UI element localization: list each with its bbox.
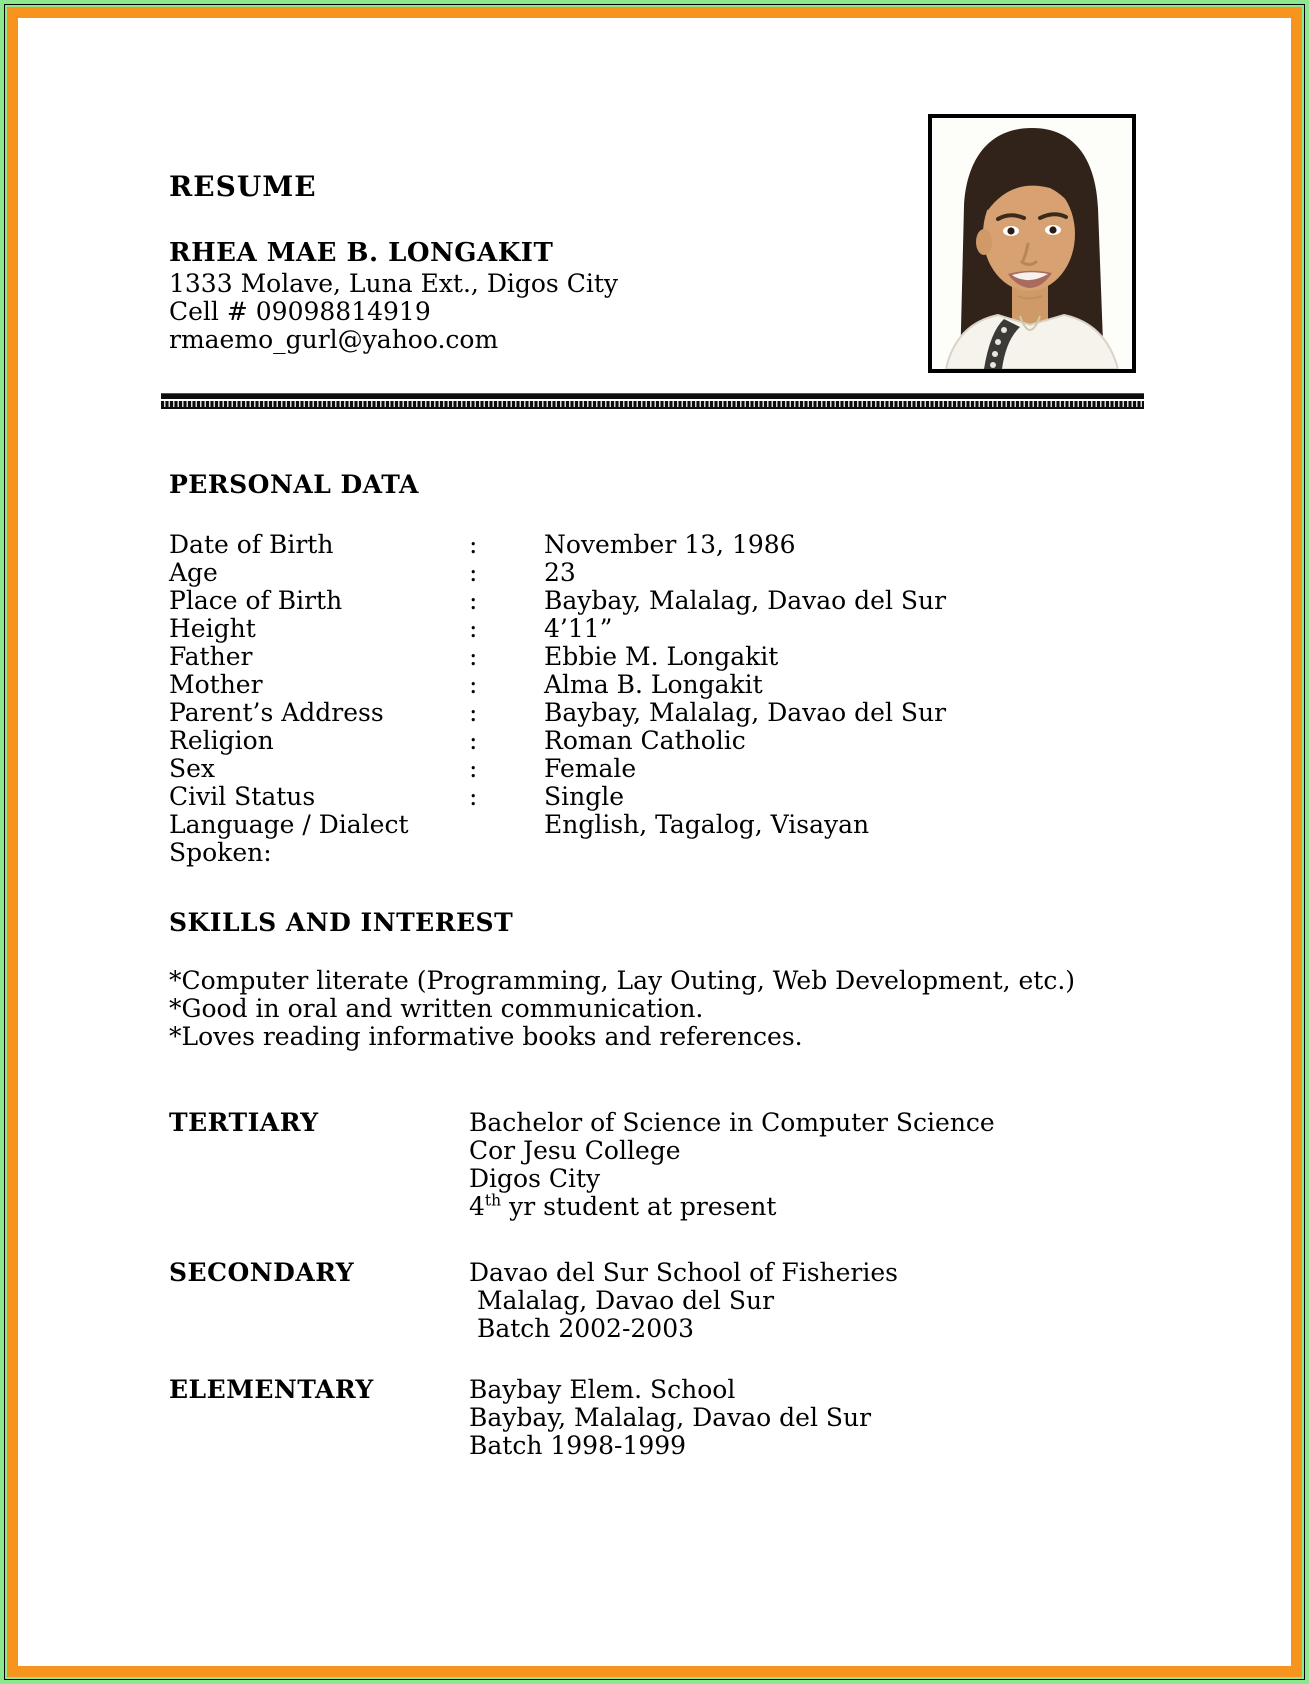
field-colon: :	[469, 726, 478, 755]
skill-item: *Loves reading informative books and references.	[169, 1022, 803, 1051]
field-colon: :	[469, 642, 478, 671]
field-value: Single	[544, 782, 625, 811]
field-colon: :	[469, 530, 478, 559]
applicant-photo	[928, 114, 1136, 373]
field-colon: :	[469, 614, 478, 643]
field-label: Religion	[169, 726, 274, 755]
personal-data-row	[169, 699, 1251, 727]
personal-data-row	[169, 587, 1251, 615]
education-elementary	[169, 1376, 1251, 1460]
personal-data-row	[169, 727, 1251, 755]
education-detail-line: Bachelor of Science in Computer Science	[469, 1108, 995, 1137]
decorative-rule	[161, 393, 1144, 409]
education-detail-line: Batch 1998-1999	[469, 1431, 687, 1460]
field-value: 23	[544, 558, 576, 587]
education-secondary	[169, 1259, 1251, 1343]
field-label: Civil Status	[169, 782, 316, 811]
field-label: Father	[169, 642, 253, 671]
education-detail-line: Davao del Sur School of Fisheries	[469, 1258, 899, 1287]
skill-item: *Good in oral and written communication.	[169, 994, 704, 1023]
education-detail-line: Batch 2002-2003	[469, 1314, 695, 1343]
decorative-rule-edge	[161, 407, 1144, 409]
personal-data-row	[169, 811, 1251, 867]
personal-data-row	[169, 615, 1251, 643]
field-value: Alma B. Longakit	[544, 670, 763, 699]
page-border-orange	[7, 7, 1302, 1677]
field-value: Ebbie M. Longakit	[544, 642, 779, 671]
education-detail-line	[469, 1193, 1251, 1221]
personal-data-row	[169, 531, 1251, 559]
field-value: Baybay, Malalag, Davao del Sur	[544, 698, 947, 727]
address-line: 1333 Molave, Luna Ext., Digos City	[169, 269, 618, 298]
field-value: Female	[544, 754, 637, 783]
personal-data-row	[169, 783, 1251, 811]
personal-data-table	[169, 531, 1251, 867]
year-number: 4	[469, 1192, 485, 1221]
skill-item: *Computer literate (Programming, Lay Outing, Web Development, etc.)	[169, 966, 1076, 995]
personal-data-row	[169, 671, 1251, 699]
applicant-photo-image	[932, 118, 1132, 369]
field-label: Date of Birth	[169, 530, 334, 559]
education-detail-line: Baybay Elem. School	[469, 1375, 736, 1404]
cell-line: Cell # 09098814919	[169, 297, 431, 326]
skills-list	[169, 967, 1251, 1051]
page-border-green-inner	[5, 5, 1304, 1679]
education-details	[469, 1109, 1251, 1221]
personal-data-row	[169, 559, 1251, 587]
page-border-black-line	[4, 4, 1305, 1680]
field-label: Place of Birth	[169, 586, 343, 615]
resume-page	[18, 18, 1291, 1666]
education-tertiary	[169, 1109, 1251, 1221]
field-colon: :	[469, 782, 478, 811]
education-details	[469, 1376, 1251, 1460]
field-label: Mother	[169, 670, 263, 699]
field-colon	[469, 811, 544, 867]
applicant-name: RHEA MAE B. LONGAKIT	[169, 238, 554, 268]
education-detail-line: Baybay, Malalag, Davao del Sur	[469, 1403, 872, 1432]
field-value: English, Tagalog, Visayan	[544, 810, 870, 839]
field-colon: :	[469, 754, 478, 783]
education-details	[469, 1259, 1251, 1343]
field-colon: :	[469, 670, 478, 699]
field-value: November 13, 1986	[544, 530, 796, 559]
document-title: RESUME	[169, 170, 317, 203]
education-detail-line: Malalag, Davao del Sur	[469, 1286, 775, 1315]
education-level-label: SECONDARY	[169, 1258, 355, 1287]
field-colon: :	[469, 558, 478, 587]
personal-data-row	[169, 643, 1251, 671]
field-label: Language / Dialect Spoken:	[169, 810, 417, 867]
year-text: yr student at present	[501, 1192, 777, 1221]
field-label: Age	[169, 558, 218, 587]
skills-heading: SKILLS AND INTEREST	[169, 908, 514, 937]
field-label: Parent’s Address	[169, 698, 384, 727]
education-level-label: ELEMENTARY	[169, 1375, 374, 1404]
field-label: Sex	[169, 754, 216, 783]
field-label: Height	[169, 614, 256, 643]
field-value: 4’11”	[544, 614, 613, 643]
personal-data-heading: PERSONAL DATA	[169, 470, 419, 499]
field-value: Baybay, Malalag, Davao del Sur	[544, 586, 947, 615]
field-value: Roman Catholic	[544, 726, 746, 755]
education-detail-line: Cor Jesu College	[469, 1136, 681, 1165]
email-line: rmaemo_gurl@yahoo.com	[169, 325, 499, 354]
personal-data-row	[169, 755, 1251, 783]
field-colon: :	[469, 586, 478, 615]
ordinal-suffix: th	[484, 1191, 502, 1210]
education-level-label: TERTIARY	[169, 1108, 319, 1137]
education-detail-line: Digos City	[469, 1164, 601, 1193]
field-colon: :	[469, 698, 478, 727]
